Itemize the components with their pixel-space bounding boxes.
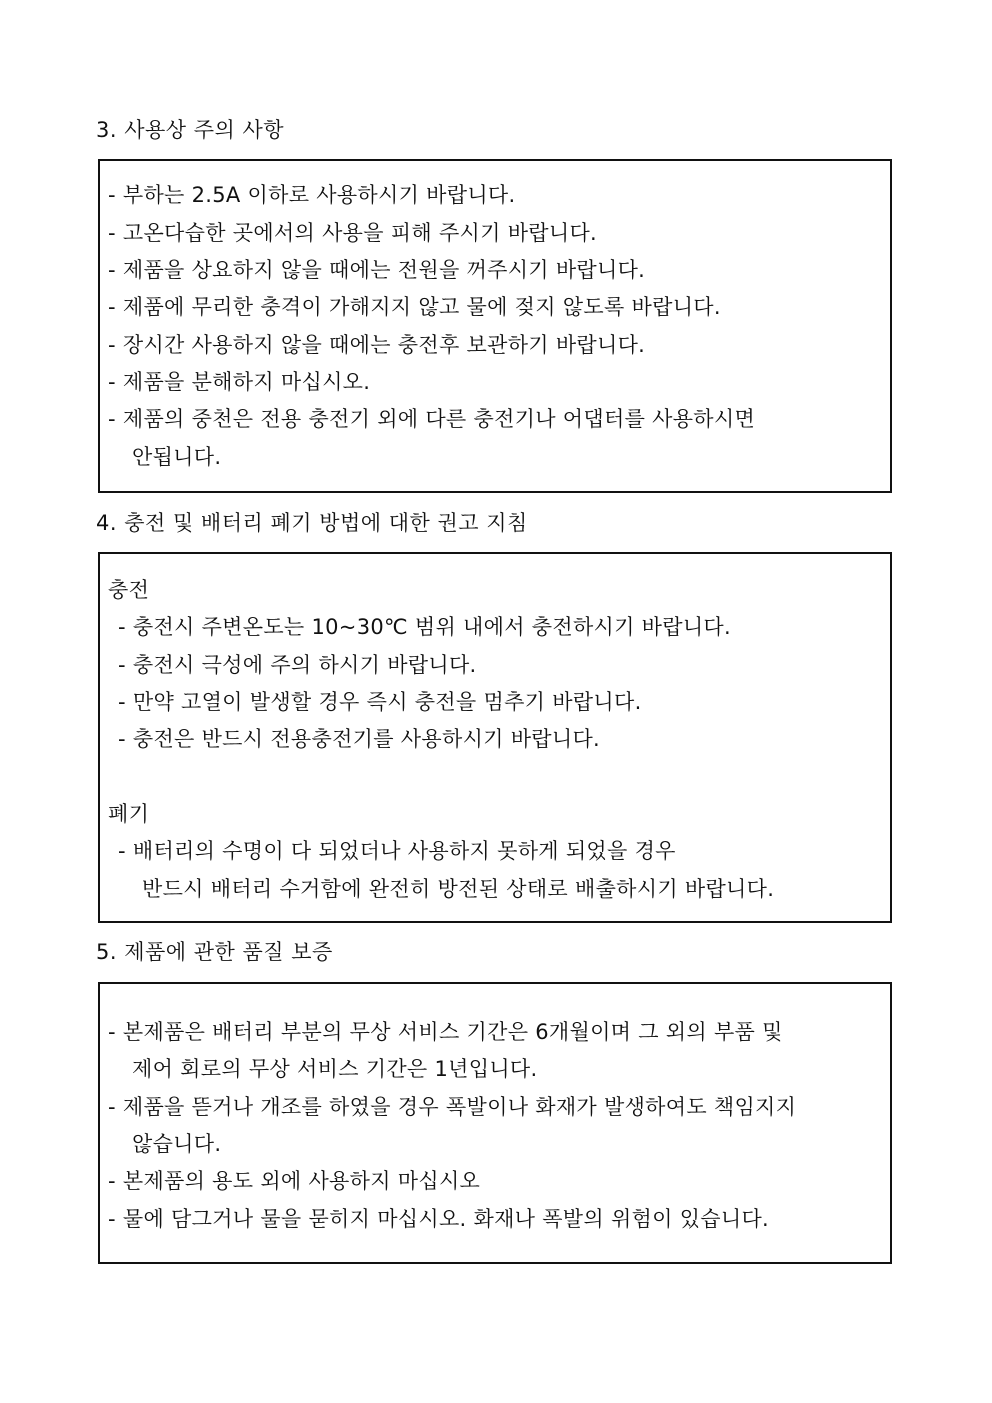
caution-box — [98, 159, 892, 493]
warranty-item-continued: 않습니다. — [132, 1132, 222, 1156]
charging-item: - 충전은 반드시 전용충전기를 사용하시기 바랍니다. — [118, 727, 601, 751]
warranty-item-continued: 제어 회로의 무상 서비스 기간은 1년입니다. — [132, 1057, 538, 1081]
disposal-item: - 배터리의 수명이 다 되었더나 사용하지 못하게 되었을 경우 — [118, 839, 676, 863]
warranty-item: - 물에 담그거나 물을 묻히지 마십시오. 화재나 폭발의 위험이 있습니다. — [108, 1207, 770, 1231]
disposal-title: 폐기 — [108, 802, 150, 826]
caution-item: - 제품을 분해하지 마십시오. — [108, 370, 371, 394]
caution-item: - 고온다습한 곳에서의 사용을 피해 주시기 바랍니다. — [108, 221, 598, 245]
section-5-heading: 5. 제품에 관한 품질 보증 — [96, 940, 333, 964]
caution-item: - 제품의 중천은 전용 충전기 외에 다른 충전기나 어댑터를 사용하시면 — [108, 407, 756, 431]
caution-item: - 장시간 사용하지 않을 때에는 충전후 보관하기 바랍니다. — [108, 333, 646, 357]
section-3-heading: 3. 사용상 주의 사항 — [96, 118, 285, 142]
caution-item: - 제품을 상요하지 않을 때에는 전원을 꺼주시기 바랍니다. — [108, 258, 646, 282]
charging-title: 충전 — [108, 578, 150, 602]
disposal-item-continued: 반드시 배터리 수거함에 완전히 방전된 상태로 배출하시기 바랍니다. — [142, 877, 775, 901]
section-4-heading: 4. 충전 및 배터리 폐기 방법에 대한 권고 지침 — [96, 511, 528, 535]
warranty-item: - 제품을 뜯거나 개조를 하였을 경우 폭발이나 화재가 발생하여도 책임지지 — [108, 1095, 797, 1119]
warranty-item: - 본제품은 배터리 부분의 무상 서비스 기간은 6개월이며 그 외의 부품 및 — [108, 1020, 783, 1044]
warranty-item: - 본제품의 용도 외에 사용하지 마십시오 — [108, 1169, 481, 1193]
charging-disposal-box — [98, 552, 892, 923]
charging-item: - 만약 고열이 발생할 경우 즉시 충전을 멈추기 바랍니다. — [118, 690, 642, 714]
caution-item: - 부하는 2.5A 이하로 사용하시기 바랍니다. — [108, 183, 516, 207]
charging-item: - 충전시 극성에 주의 하시기 바랍니다. — [118, 653, 477, 677]
caution-item-continued: 안됩니다. — [132, 445, 222, 469]
warranty-box — [98, 982, 892, 1264]
charging-item: - 충전시 주변온도는 10~30℃ 범위 내에서 충전하시기 바랍니다. — [118, 615, 731, 639]
caution-item: - 제품에 무리한 충격이 가해지지 않고 물에 젖지 않도록 바랍니다. — [108, 295, 721, 319]
